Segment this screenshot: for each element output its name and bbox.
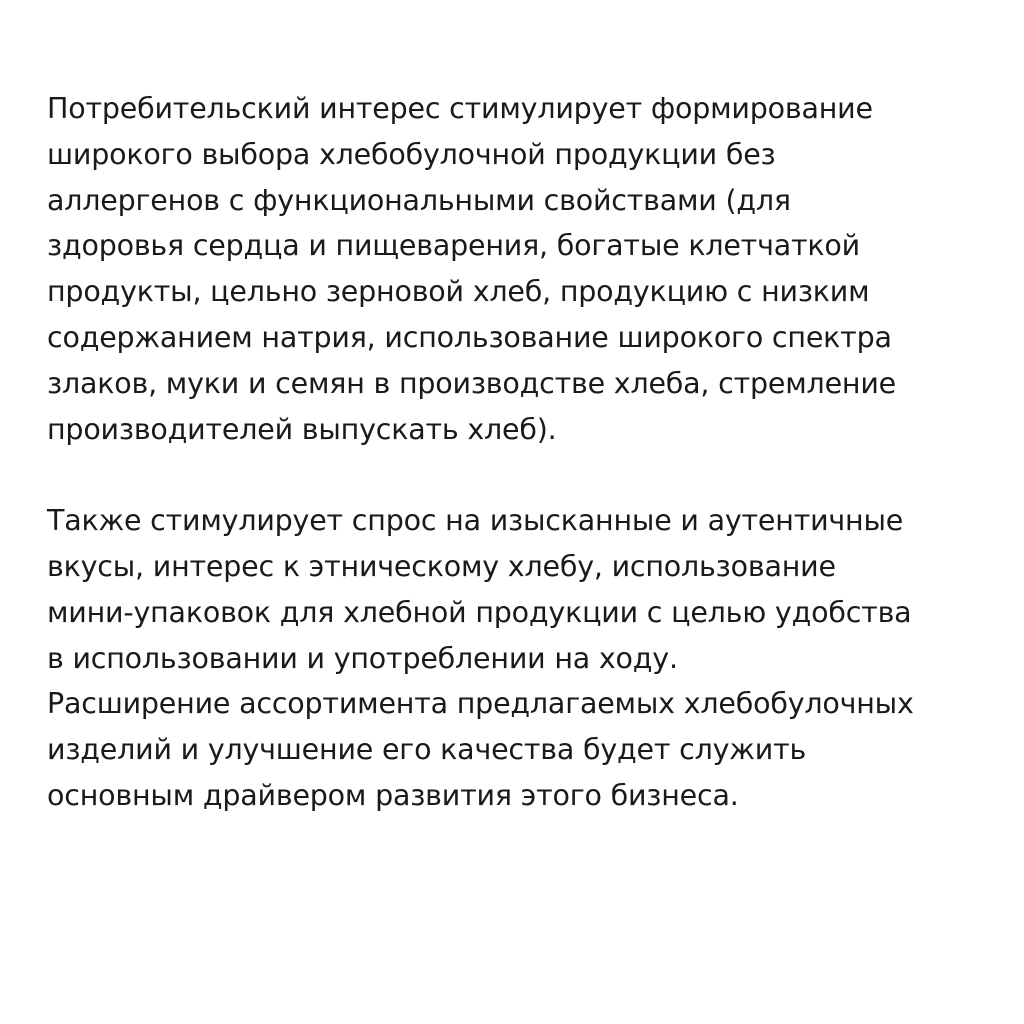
paragraph-spacer (47, 452, 1007, 498)
text-line: содержанием натрия, использование широкого спектра (47, 320, 892, 354)
text-line: изделий и улучшение его качества будет служить (47, 733, 807, 767)
paragraph-consumer-interest (47, 86, 1007, 452)
text-line: Расширение ассортимента предлагаемых хлебобулочных (47, 687, 914, 721)
text-line: основным драйвером развития этого бизнеса. (47, 778, 739, 812)
paragraph-demand-stimulus (47, 498, 1007, 681)
text-line: аллергенов с функциональными свойствами (для (47, 183, 791, 217)
text-line: широкого выбора хлебобулочной продукции без (47, 137, 776, 171)
paragraph-assortment-expansion (47, 681, 1007, 818)
text-line: производителей выпускать хлеб). (47, 412, 557, 446)
text-line: продукты, цельно зерновой хлеб, продукцию с низким (47, 275, 870, 309)
text-line: Также стимулирует спрос на изысканные и аутентичные (47, 504, 904, 538)
text-line: здоровья сердца и пищеварения, богатые клетчаткой (47, 229, 860, 263)
text-line: вкусы, интерес к этническому хлебу, использование (47, 549, 836, 583)
text-line: в использовании и употреблении на ходу. (47, 641, 678, 675)
slide-text-body (47, 86, 1007, 819)
text-line: злаков, муки и семян в производстве хлеба, стремление (47, 366, 896, 400)
text-line: мини-упаковок для хлебной продукции с целью удобства (47, 595, 912, 629)
text-line: Потребительский интерес стимулирует формирование (47, 92, 873, 125)
